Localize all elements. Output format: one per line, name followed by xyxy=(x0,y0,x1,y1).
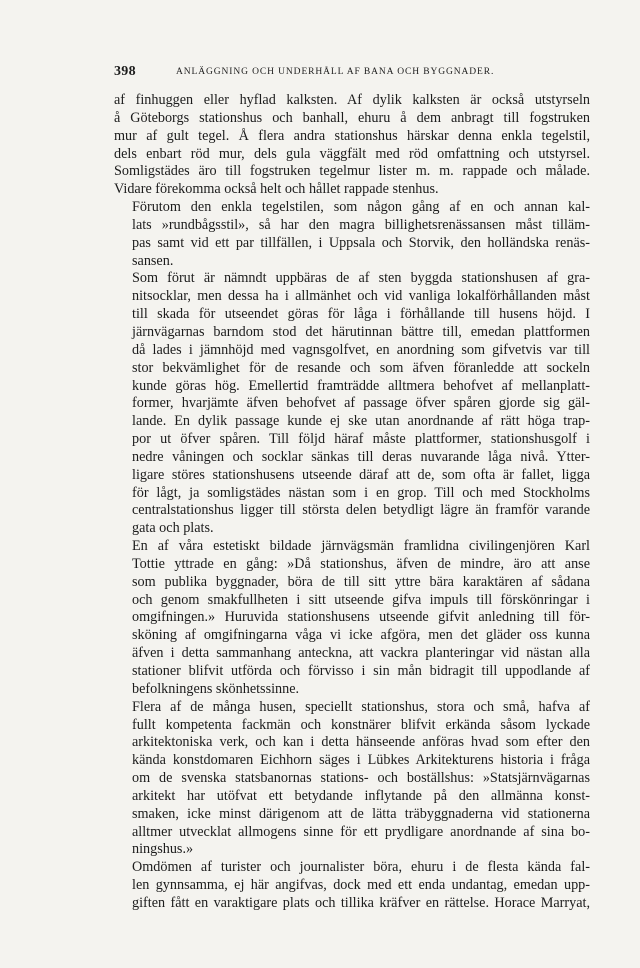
text-line: En af våra estetiskt bildade järnvägsmän framlidna civilingenjören Karl xyxy=(132,538,590,555)
paragraph xyxy=(114,699,590,860)
text-line: alltmer utvecklat allmogens sinne för ett prydligare anordnande af sina bo- xyxy=(132,823,590,840)
text-line: arkitekt har utöfvat ett betydande inflytande på den allmänna konst- xyxy=(132,787,590,804)
text-line: kunde göras hög. Emellertid framträdde alltmera behofvet af mellanplatt- xyxy=(132,377,590,394)
paragraph xyxy=(114,270,590,538)
text-line: gata och plats. xyxy=(132,520,214,537)
text-line: sköning af omgifningarna våga vi icke afgöra, men det gläder oss kunna xyxy=(132,627,590,644)
text-line: Somligstädes äro till fogstruken tegelmur lister m. m. rappade och målade. xyxy=(114,163,590,180)
page-number: 398 xyxy=(114,64,136,79)
text-line: befolkningens skönhetssinne. xyxy=(132,680,300,697)
text-line: af finhuggen eller hyflad kalksten. Af dylik kalksten är också utstyrseln xyxy=(114,92,590,108)
body-text xyxy=(114,92,590,913)
text-line: som publika byggnader, böra de till sitt yttre bära karaktären af sådana xyxy=(132,573,590,590)
text-line: lats »rundbågsstil», så har den magra billighetsrenässansen måst tilläm- xyxy=(132,216,590,233)
paragraph xyxy=(114,859,590,913)
text-line: då lades i jämnhöjd med vagnsgolfvet, en anordning som gifvetvis var till xyxy=(132,341,590,358)
text-line: stor bekvämlighet för de resande och som äfven föranledde att sockeln xyxy=(132,359,590,376)
text-line: järnvägarnas barndom stod det härutinnan bättre till, emedan plattformen xyxy=(132,323,590,340)
text-line: Förutom den enkla tegelstilen, som någon gång af en och annan kal- xyxy=(132,199,590,216)
text-line: lande. En dylik passage kunde ej ske utan anordnande af rätt höga trap- xyxy=(132,413,590,430)
text-line: former, hvarjämte äfven behofvet af passage öfver spåren gjorde sig gäl- xyxy=(132,395,590,412)
paragraph xyxy=(114,199,590,270)
text-line: stationer blifvit utförda och förvisso i sin mån bidragit till uppodlande af xyxy=(132,663,590,679)
text-line: ligare störes stationshusens utseende däraf att de, som ofta är fallet, ligga xyxy=(132,466,590,483)
text-line: len gynnsamma, ej här angifvas, dock med ett enda undantag, emedan upp- xyxy=(132,877,590,894)
text-line: ningshus.» xyxy=(132,841,194,858)
text-line: centralstationshus ligger till största delen betydligt lägre än framför varande xyxy=(132,502,590,519)
paragraph xyxy=(114,538,590,699)
text-line: kända konstdomaren Eichhorn säges i Lübkes Arkitekturens historia i fråga xyxy=(132,752,590,769)
text-line: Omdömen af turister och journalister böra, ehuru i de flesta kända fal- xyxy=(132,859,590,876)
text-line: Vidare förekomma också helt och hållet rappade stenhus. xyxy=(114,181,439,198)
text-line: Tottie yttrade en gång: »Då stationshus, äfven de mindre, äro att anse xyxy=(132,555,590,572)
page-header xyxy=(114,64,542,84)
text-line: arkitektoniska verk, och kan i detta hänseende anföras hvad som efter den xyxy=(132,734,590,751)
text-line: för lågt, ja somligstädes nästan som i en grop. Till och med Stockholms xyxy=(132,484,590,501)
text-line: till skada för utseendet göras för låga i förhållande till husens höjd. I xyxy=(132,306,590,323)
text-line: omgifningen.» Huruvida stationshusens utseende gifvit anledning till för- xyxy=(132,609,590,626)
text-line: nitsocklar, men dessa ha i allmänhet och vid vanliga lokalförhållanden måst xyxy=(132,288,590,305)
text-line: nedre våningen och socklar sänkas till deras nuvarande låga nivå. Ytter- xyxy=(132,448,590,465)
text-line: mur af gult tegel. Å flera andra stationshus härskar denna enkla tegelstil, xyxy=(114,127,590,144)
text-line: pas samt vid ett par tillfällen, i Uppsala och Storvik, den holländska renäs- xyxy=(132,234,590,251)
text-line: å Göteborgs stationshus och banhall, ehuru å dem anbragt till fogstruken xyxy=(114,109,590,126)
text-line: smaken, icke minst därigenom att de lätta träbyggnaderna vid stationerna xyxy=(132,805,590,822)
running-head: ANLÄGGNING OCH UNDERHÅLL AF BANA OCH BYGGNADER. xyxy=(176,67,495,77)
text-line: por ut öfver spåren. Till följd häraf måste plattformer, stationshusgolf i xyxy=(132,431,590,448)
text-line: fullt kompetenta fackmän och konstnärer blifvit erkända såsom lyckade xyxy=(132,716,590,733)
text-line: Flera af de många husen, speciellt stationshus, stora och små, hafva af xyxy=(132,698,590,715)
text-line: Som förut är nämndt uppbäras de af sten byggda stationshusen af gra- xyxy=(132,270,590,287)
text-line: äfven i detta sammanhang anteckna, att vackra planteringar vid nästan alla xyxy=(132,645,590,662)
text-line: om de svenska statsbanornas stations- och boställshus: »Statsjärnvägarnas xyxy=(132,770,590,787)
text-line: dels enbart röd mur, dels gula väggfält med röd omfattning och utstyrsel. xyxy=(114,145,590,162)
text-line: giften fått en varaktigare plats och tillika kräfver en rättelse. Horace Marryat, xyxy=(132,894,590,911)
paragraph xyxy=(114,92,590,199)
text-line: sansen. xyxy=(132,252,174,269)
text-line: och genom smakfullheten i sitt utseende gifva impuls till förskönringar i xyxy=(132,591,590,608)
